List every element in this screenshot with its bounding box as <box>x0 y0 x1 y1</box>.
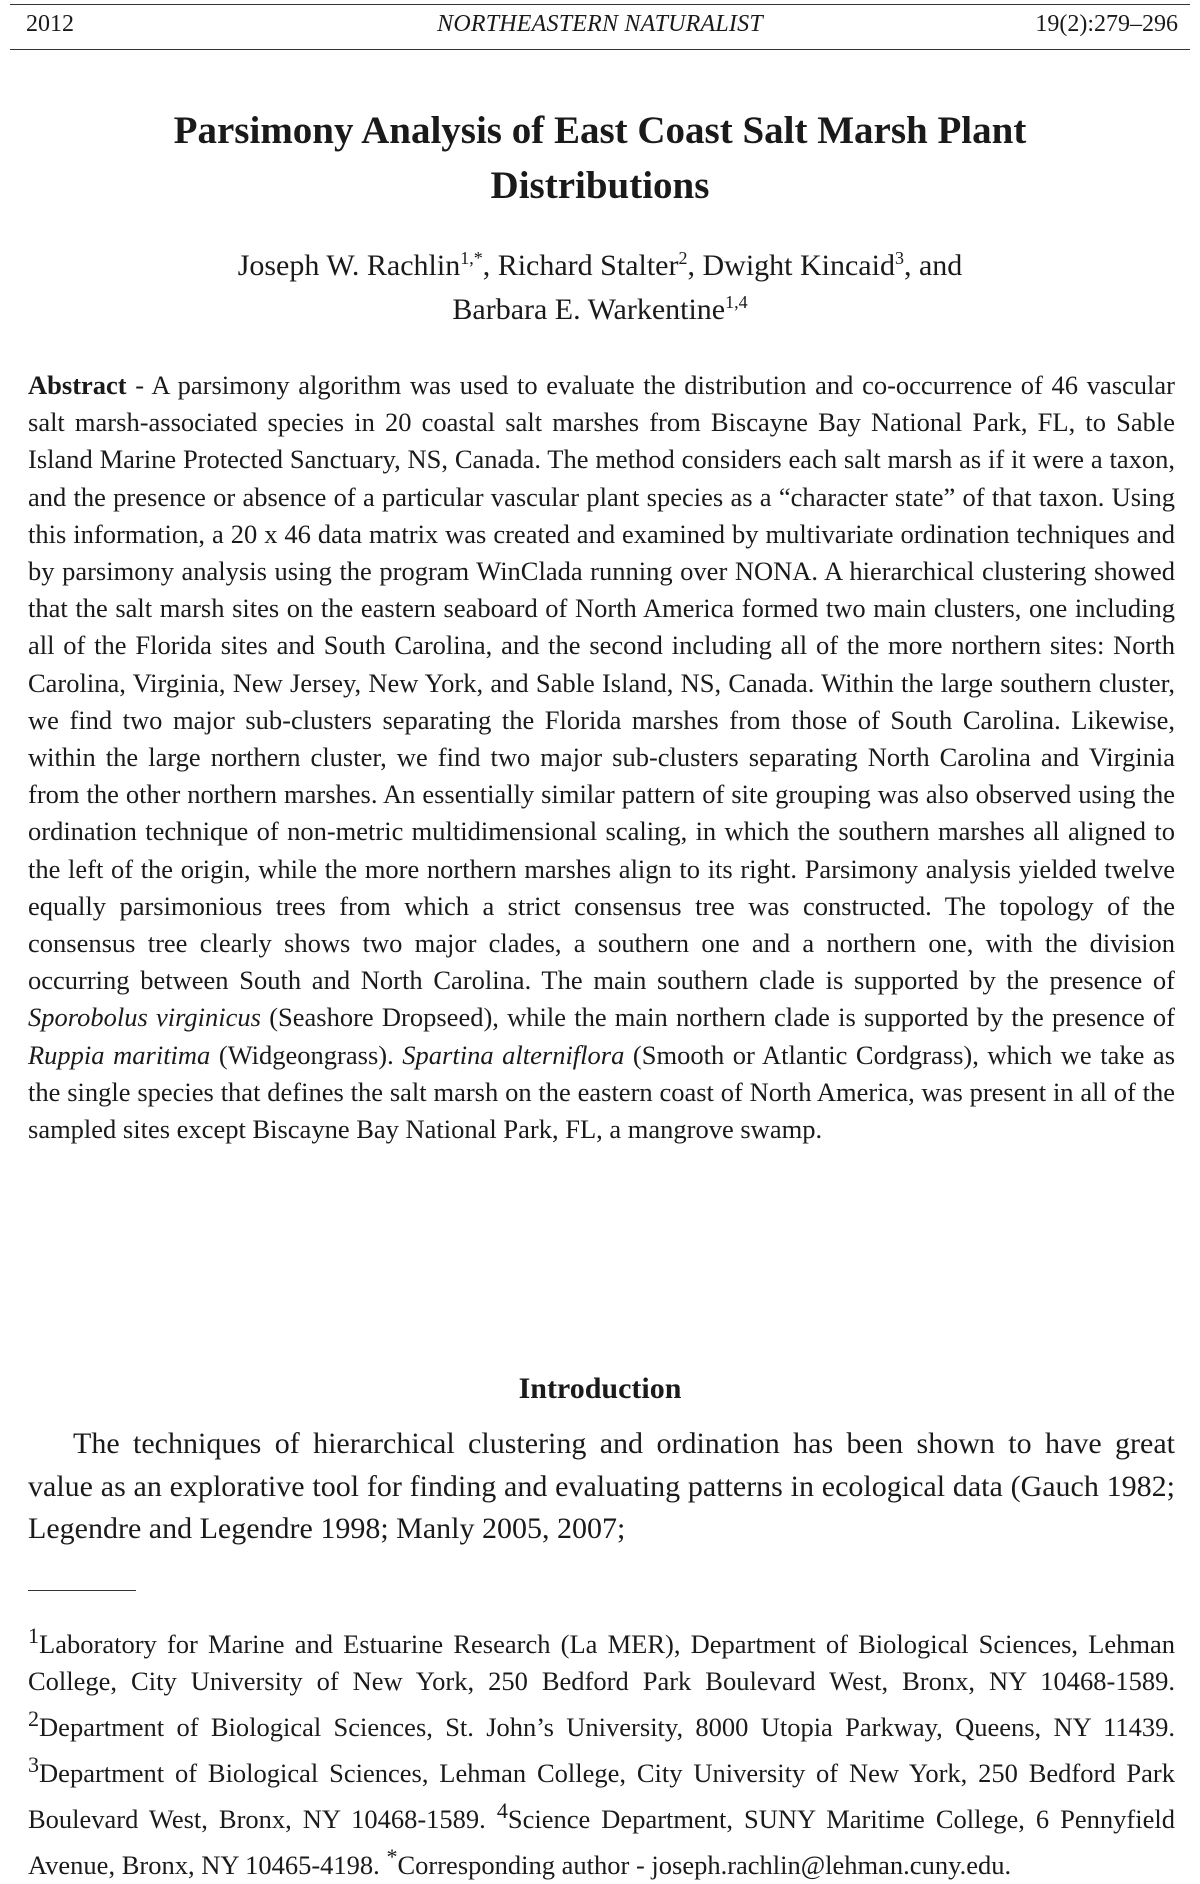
species-name: Ruppia maritima <box>28 1039 211 1070</box>
abstract-dash: - <box>126 370 152 400</box>
author-separator: , and <box>903 249 963 282</box>
header-rule-top <box>10 4 1190 5</box>
footnote-text: Department of Biological Sciences, St. John’s University, 8000 Utopia Parkway, Queens, NY 11439. <box>39 1712 1175 1743</box>
footnote-mark: 4 <box>496 1798 508 1824</box>
running-head-journal: NORTHEASTERN NATURALIST <box>437 11 763 37</box>
author-name: Joseph W. Rachlin <box>237 249 461 282</box>
footnotes <box>28 1617 1175 1884</box>
header-rule-bottom <box>10 49 1190 50</box>
author-name: Dwight Kincaid <box>702 249 895 282</box>
footnote-text: Laboratory for Marine and Estuarine Research (La MER), Department of Biological Sciences, Lehman College, City University of New York, 250 Bedford Park Boulevard West, Bronx, NY 10468-1589. <box>28 1628 1175 1697</box>
abstract-label: Abstract <box>28 370 127 400</box>
footnote-text: Department of Biological Sciences, Lehman College, City University of New York, 250 Bedford Park Boulevard West, Bronx, NY 10468-1589. <box>28 1758 1175 1835</box>
introduction-paragraph: The techniques of hierarchical clustering and ordination has been shown to have great value as an explorative tool for finding and evaluating patterns in ecological data (Gauch 1982; Legendre and Legendre 1998; Manly 2005, 2007; <box>28 1427 1175 1545</box>
section-heading-introduction: Introduction <box>518 1372 682 1405</box>
footnote-mark: 3 <box>28 1752 40 1778</box>
author-separator: , <box>687 249 703 282</box>
author-separator: , <box>482 249 498 282</box>
footnote-text: Science Department, SUNY Maritime College, 6 Pennyfield Avenue, Bronx, NY 10465-4198. <box>28 1804 1175 1881</box>
footnote-text: Corresponding author - joseph.rachlin@lehman.cuny.edu. <box>397 1850 1012 1881</box>
abstract-text: (Widgeongrass). <box>210 1039 403 1070</box>
author-affiliation-mark: 1,* <box>460 248 483 268</box>
footnote-mark: 2 <box>28 1706 40 1732</box>
author-affiliation-mark: 3 <box>894 248 904 268</box>
abstract-text: (Seashore Dropseed), while the main northern clade is supported by the presence of <box>260 1002 1175 1033</box>
running-head-year: 2012 <box>26 11 74 37</box>
author-list <box>60 244 1140 332</box>
footnote-rule <box>28 1590 136 1591</box>
author-name: Barbara E. Warkentine <box>452 293 726 326</box>
abstract <box>28 367 1175 1148</box>
abstract-text: A parsimony algorithm was used to evaluate the distribution and co-occurrence of 46 vascular salt marsh-associated species in 20 coastal salt marshes from Biscayne Bay National Park, FL, to Sable Island Marine Protected Sanctuary, NS, Canada. The method considers each salt marsh as if it were a taxon, and the presence or absence of a particular vascular plant species as a “character state” of that taxon. Using this information, a 20 x 46 data matrix was created and examined by multivariate ordination techniques and by parsimony analysis using the program WinClada running over NONA. A hierarchical clustering showed that the salt marsh sites on the eastern seaboard of North America formed two main clusters, one including all of the Florida sites and South Carolina, and the second including all of the more northern sites: North Carolina, Virginia, New Jersey, New York, and Sable Island, NS, Canada. Within the large southern cluster, we find two major sub-clusters separating the Florida marshes from those of South Carolina. Likewise, within the large northern cluster, we find two major sub-clusters separating North Carolina and Virginia from the other northern marshes. An essentially similar pattern of site grouping was also observed using the ordination technique of non-metric multidimensional scaling, in which the southern marshes all aligned to the left of the origin, while the more northern marshes align to its right. Parsimony analysis yielded twelve equally parsimonious trees from which a strict consensus tree was constructed. The topology of the consensus tree clearly shows two major clades, a southern one and a northern one, with the division occurring between South and North Carolina. The main southern clade is supported by the presence of <box>28 370 1175 996</box>
abstract-text: (Smooth or Atlantic Cordgrass), which we take as the single species that defines the salt marsh on the eastern coast of North America, was present in all of the sampled sites except Biscayne Bay National Park, FL, a mangrove swamp. <box>28 1039 1176 1145</box>
article-title: Parsimony Analysis of East Coast Salt Marsh Plant Distributions <box>173 109 1027 207</box>
author-affiliation-mark: 2 <box>678 248 688 268</box>
species-name: Sporobolus virginicus <box>28 1002 261 1033</box>
species-name: Spartina alterniflora <box>402 1039 625 1070</box>
running-head-volume-pages: 19(2):279–296 <box>1035 11 1178 37</box>
author-affiliation-mark: 1,4 <box>725 292 748 312</box>
running-head <box>10 11 1190 41</box>
footnote-mark: * <box>386 1844 398 1870</box>
footnote-mark: 1 <box>28 1623 40 1648</box>
author-name: Richard Stalter <box>497 249 679 282</box>
